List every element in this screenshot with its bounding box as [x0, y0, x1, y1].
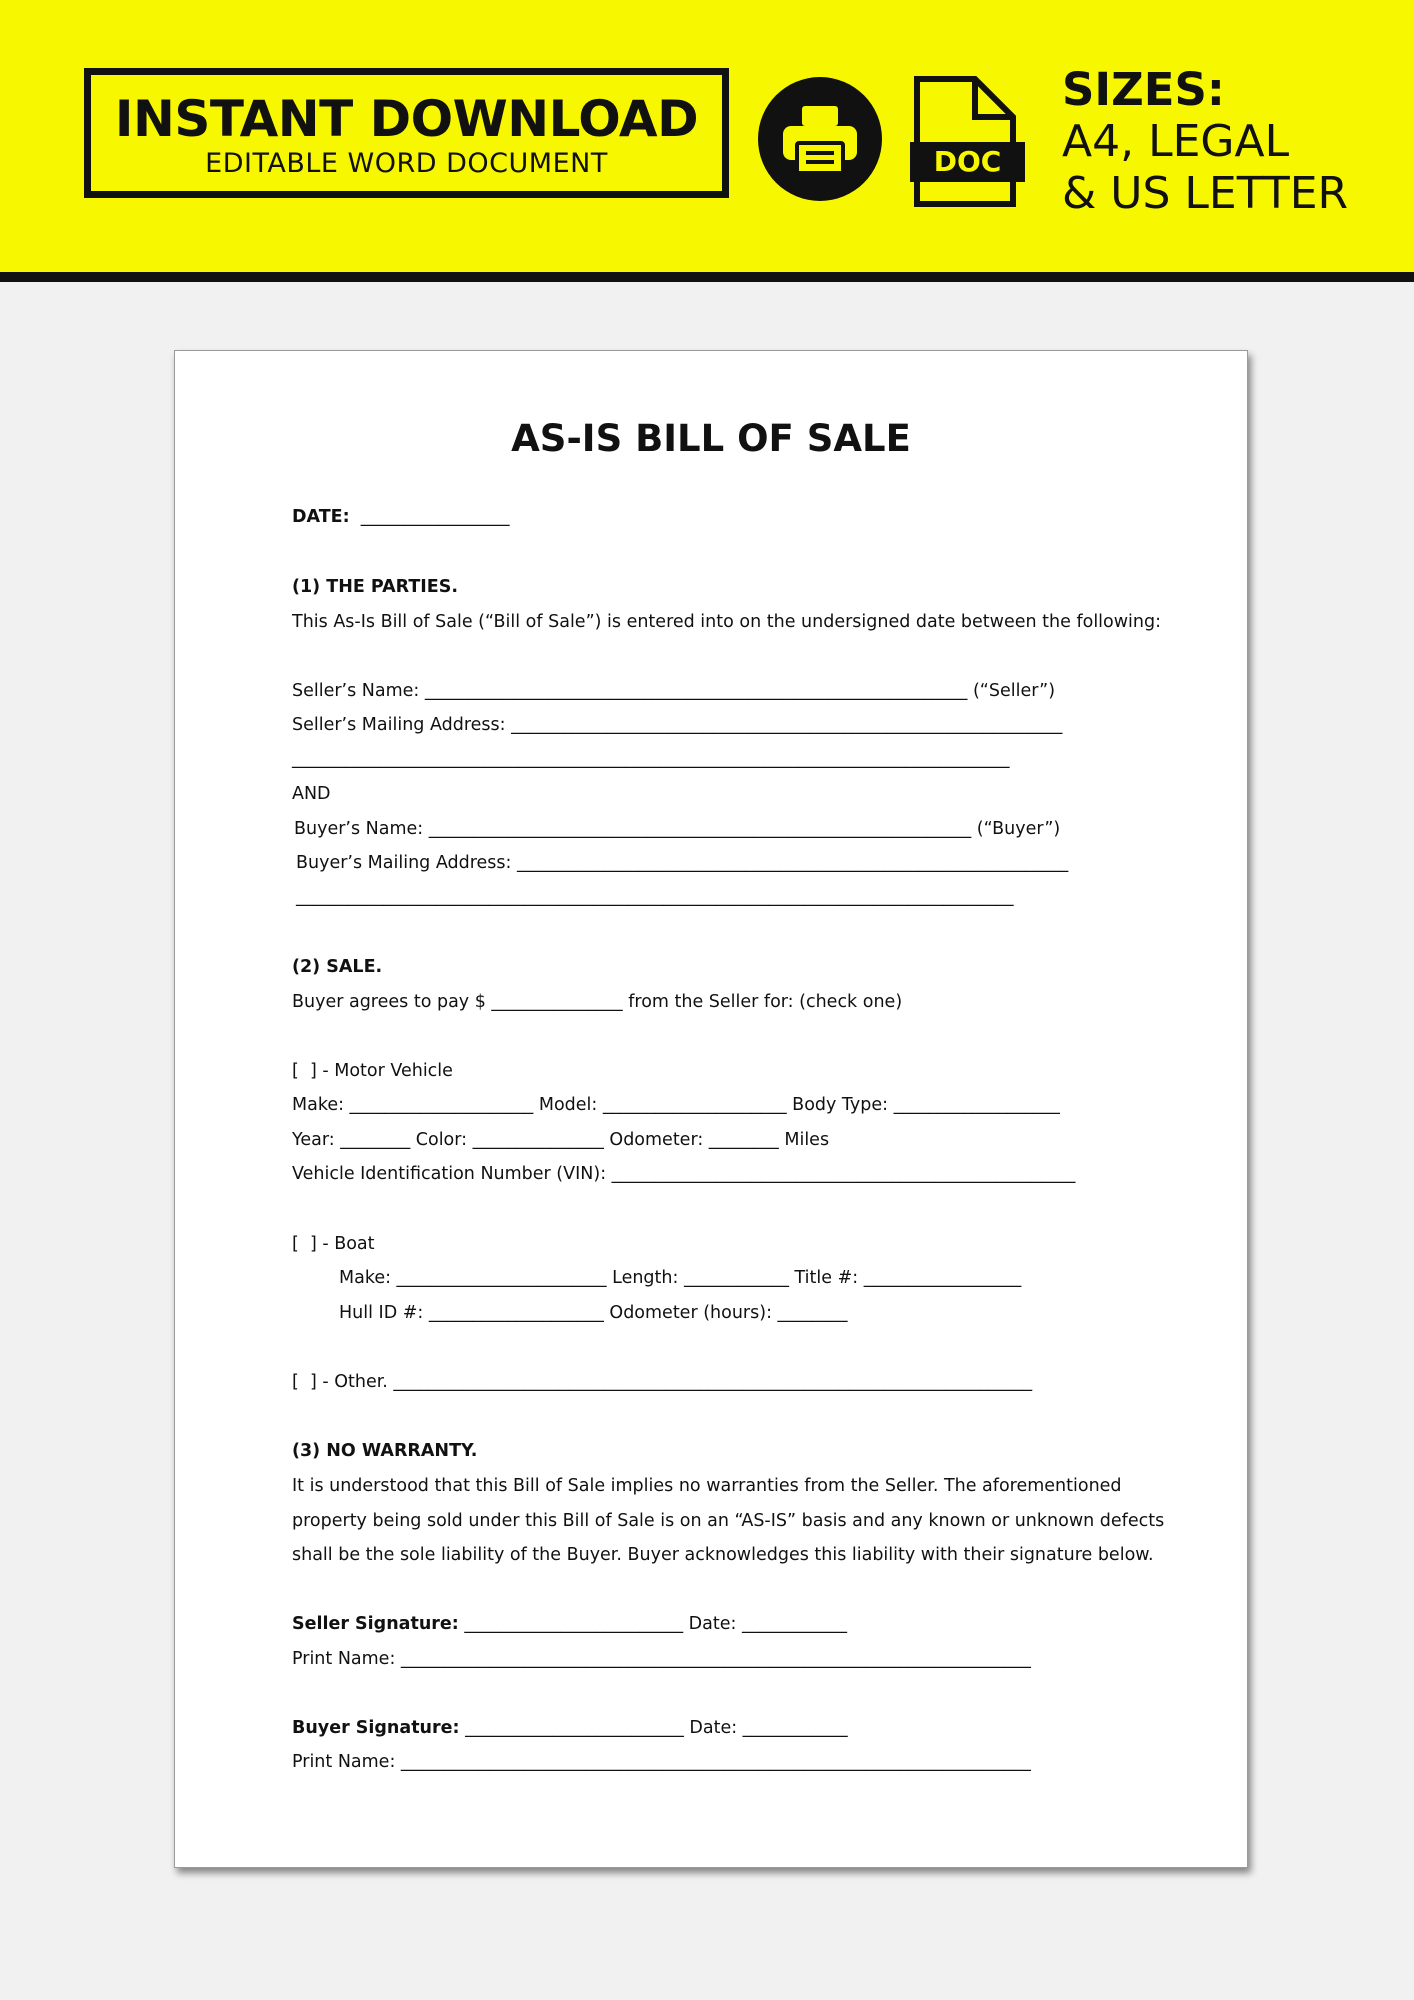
warranty-text-3: shall be the sole liability of the Buyer. Buyer acknowledges this liability with their signature below. — [292, 1545, 1154, 1565]
doc-format-label: DOC — [910, 142, 1025, 182]
buyer-name-field[interactable]: Buyer’s Name: ______________________________________________________________ (“Buyer”) — [294, 819, 1061, 839]
buyer-signature-field[interactable] — [292, 1717, 848, 1739]
buyer-signature-label: Buyer Signature: — [292, 1718, 460, 1738]
sale-heading: (2) SALE. — [292, 957, 383, 977]
printer-icon — [758, 77, 882, 201]
seller-signature-field[interactable] — [292, 1613, 847, 1635]
boat-make-length-field[interactable]: Make: ________________________ Length: ____________ Title #: __________________ — [339, 1268, 1022, 1288]
vehicle-year-color-field[interactable]: Year: ________ Color: _______________ Odometer: ________ Miles — [292, 1130, 830, 1150]
buyer-signature-blank[interactable]: _________________________ Date: ____________ — [459, 1718, 848, 1738]
warranty-text-2: property being sold under this Bill of Sale is on an “AS-IS” basis and any known or unknown defects — [292, 1511, 1165, 1531]
parties-heading: (1) THE PARTIES. — [292, 577, 459, 597]
seller-name-field[interactable]: Seller’s Name: ______________________________________________________________ (“Seller”) — [292, 681, 1056, 701]
date-label: DATE: — [292, 507, 350, 527]
date-blank[interactable]: _________________ — [360, 507, 510, 527]
date-field — [292, 506, 510, 528]
sizes-line-1: A4, LEGAL — [1062, 116, 1290, 167]
seller-address-field[interactable]: Seller’s Mailing Address: _______________________________________________________________ — [292, 715, 1063, 735]
seller-print-name-field[interactable]: Print Name: ________________________________________________________________________ — [292, 1649, 1031, 1669]
buyer-address-field[interactable]: Buyer’s Mailing Address: _______________________________________________________________ — [296, 853, 1069, 873]
other-checkbox[interactable]: [ ] - Other. _________________________________________________________________________ — [292, 1372, 1033, 1392]
seller-address-line-2[interactable]: __________________________________________________________________________________ — [292, 749, 1010, 769]
warranty-text-1: It is understood that this Bill of Sale implies no warranties from the Seller. The aforementioned — [292, 1476, 1122, 1496]
buyer-address-line-2[interactable]: __________________________________________________________________________________ — [296, 887, 1014, 907]
warranty-heading: (3) NO WARRANTY. — [292, 1441, 478, 1461]
buyer-print-name-field[interactable]: Print Name: ________________________________________________________________________ — [292, 1752, 1031, 1772]
sale-price-field[interactable]: Buyer agrees to pay $ _______________ from the Seller for: (check one) — [292, 992, 903, 1012]
seller-signature-blank[interactable]: _________________________ Date: ____________ — [458, 1614, 847, 1634]
promo-banner — [0, 0, 1414, 282]
document-title: AS-IS BILL OF SALE — [511, 417, 911, 460]
instant-download-box — [84, 68, 729, 198]
banner-subtitle: EDITABLE WORD DOCUMENT — [205, 148, 608, 179]
vehicle-make-model-field[interactable]: Make: _____________________ Model: _____________________ Body Type: ___________________ — [292, 1095, 1060, 1115]
motor-vehicle-checkbox[interactable]: [ ] - Motor Vehicle — [292, 1061, 453, 1081]
sizes-heading: SIZES: — [1062, 63, 1225, 116]
and-separator: AND — [292, 784, 331, 804]
document-page — [174, 350, 1248, 1868]
parties-intro: This As-Is Bill of Sale (“Bill of Sale”) is entered into on the undersigned date between the following: — [292, 612, 1162, 632]
boat-checkbox[interactable]: [ ] - Boat — [292, 1234, 375, 1254]
banner-title: INSTANT DOWNLOAD — [114, 90, 699, 148]
sizes-info — [1062, 64, 1348, 220]
seller-signature-label: Seller Signature: — [292, 1614, 459, 1634]
sizes-line-2: & US LETTER — [1062, 168, 1349, 219]
vehicle-vin-field[interactable]: Vehicle Identification Number (VIN): _____________________________________________________ — [292, 1164, 1076, 1184]
boat-hull-id-field[interactable]: Hull ID #: ____________________ Odometer (hours): ________ — [339, 1303, 848, 1323]
